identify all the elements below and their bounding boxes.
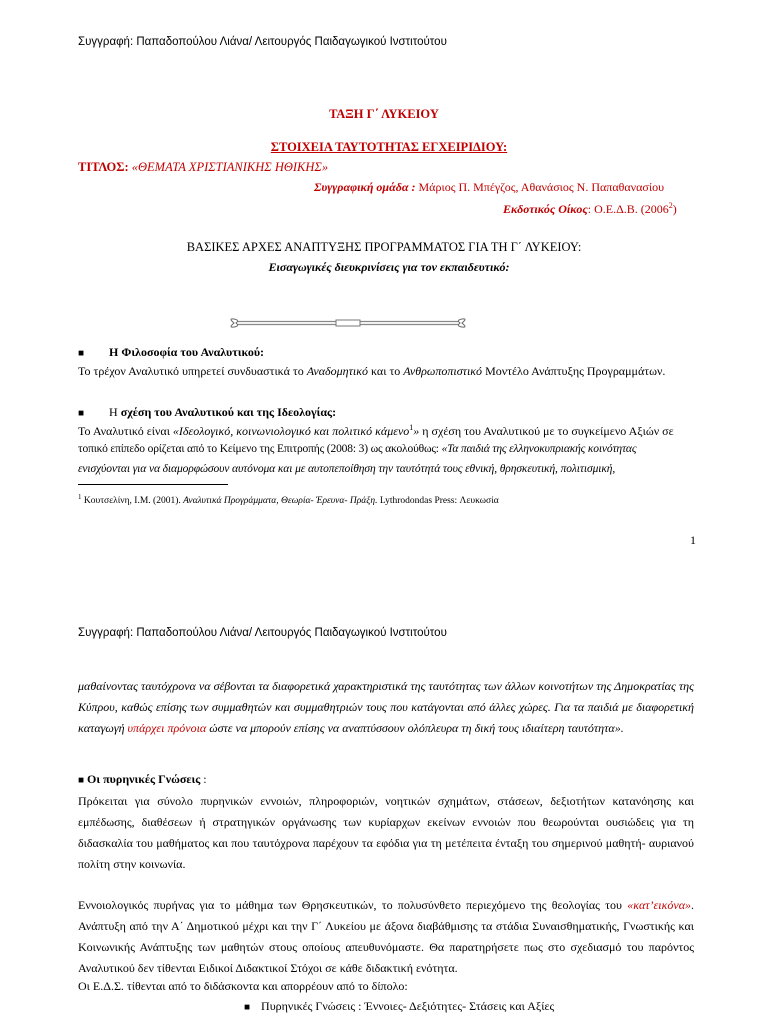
page-header: Συγγραφή: Παπαδοπούλου Λιάνα/ Λειτουργός Παιδαγωγικού Ινστιτούτου — [78, 36, 447, 48]
publisher-value: : Ο.Ε.Δ.Β. (2006 — [587, 202, 669, 216]
text-run: . Ανάπτυξη από την Α΄ Δημοτικού μέχρι και την Γ΄ Λυκείου με άξονα διαβάθμισης τα στάδια Συναισθηματικής, Γνωστικής και Κοινωνικής Ανάπτυξης των μαθητών στους οποίους απευθυνόμαστε. Θα παρατηρήσετε πως στο σχεδιασμό του παρόντος Αναλυτικού δεν τίθενται Ειδικοί Διδακτικοί Στόχοι σε κάθε διδακτική ενότητα. — [78, 898, 694, 975]
ornamental-divider — [226, 316, 470, 330]
eds-line: Οι Ε.Δ.Σ. τίθενται από το διδάσκοντα και απορρέουν από το δίπολο: — [78, 979, 408, 993]
publisher-close: ) — [672, 202, 677, 216]
text-run: Μοντέλο Ανάπτυξης Προγραμμάτων. — [482, 364, 666, 378]
text-run: η σχέση του Αναλυτικού με το συγκείμενο Αξιών σε — [419, 424, 674, 438]
text-run: Ανθρωποπιστικό — [403, 364, 483, 378]
bullet-icon: ■ — [244, 1002, 251, 1013]
core-knowledge-title: Οι πυρηνικές Γνώσεις — [87, 772, 201, 786]
bullet-icon: ■ — [78, 408, 85, 419]
section-ideology-heading — [78, 405, 336, 420]
text-run: ώστε να μπορούν επίσης να αναπτύσσουν ολόπλευρα τη δική τους ιδιαίτερη ταυτότητα». — [206, 721, 624, 735]
text-run: Το Αναλυτικό είναι — [78, 424, 173, 438]
bullet-icon: ■ — [78, 775, 85, 786]
page-number: 1 — [690, 533, 696, 547]
section-ideology-line2 — [78, 443, 636, 455]
page-header: Συγγραφή: Παπαδοπούλου Λιάνα/ Λειτουργός Παιδαγωγικού Ινστιτούτου — [78, 627, 447, 639]
section-ideology-line3: ενισχύονται για να διαμορφώσουν αυτόνομα και με αυτοπεποίθηση την ταυτότητά τους εθνική, θρησκευτική, πολιτισμική, — [78, 463, 616, 475]
main-heading: ΒΑΣΙΚΕΣ ΑΡΧΕΣ ΑΝΑΠΤΥΞΗΣ ΠΡΟΓΡΑΜΜΑΤΟΣ ΓΙΑ ΤΗ Γ΄ ΛΥΚΕΙΟΥ: — [186, 240, 582, 254]
sub-heading: Εισαγωγικές διευκρινίσεις για τον εκπαιδευτικό: — [268, 260, 510, 274]
text-run: τοπικό επίπεδο ορίζεται από το Κείμενο της Επιτροπής (2008: 3) ως ακολούθως: — [78, 443, 442, 455]
bullet-icon: ■ — [78, 348, 85, 359]
class-title: ΤΑΞΗ Γ΄ ΛΥΚΕΙΟΥ — [329, 107, 439, 121]
text-run: «Τα παιδιά της ελληνοκυπριακής κοινότητας — [441, 443, 637, 455]
text-run: «Ιδεολογικό, κοινωνιολογικό και πολιτικό κάμενο — [172, 424, 410, 438]
authors-label: Συγγραφική ομάδα : — [314, 180, 416, 194]
title-value: «ΘΕΜΑΤΑ ΧΡΙΣΤΙΑΝΙΚΗΣ ΗΘΙΚΗΣ» — [131, 160, 329, 174]
section-ideology-line1 — [78, 423, 696, 439]
concept-paragraph — [78, 895, 694, 979]
text-run: και το — [367, 364, 404, 378]
title-line — [78, 160, 328, 175]
book-info-title: ΣΤΟΙΧΕΙΑ ΤΑΥΤΟΤΗΤΑΣ ΕΓΧΕΙΡΙΔΙΟΥ: — [270, 140, 508, 154]
publisher-label: Εκδοτικός Οίκος — [503, 202, 588, 216]
text-run: μαθαίνοντας ταυτόχρονα να σέβονται τα διαφορετικά χαρακτηριστικά της ταυτότητας των άλλων κοινοτήτων της Δημοκρατίας της Κύπρου, καθώς επίσης των συμμαθητών και συμμαθητριών τους που κατάγονται από άλλες χώρες. Για τα παιδιά με διαφορετική καταγωγή — [78, 679, 694, 735]
footnote-ref: 1 — [409, 423, 414, 432]
core-knowledge-paragraph: Πρόκειται για σύνολο πυρηνικών εννοιών, πληροφοριών, νοητικών σχημάτων, στάσεων, δεξιοτήτων κατανόησης και εμπέδωσης, διαθέσεων ή στρατηγικών οργάνωσης των κυρίαρχων εκείνων εννοιών που θεωρούνται ουσιώδεις για τη διδασκαλία του μαθήματος και που ταυτόχρονα παρέχουν τα εφόδια για τη μετέπειτα ένταξη του σημερινού μαθητή- αυριανού πολίτη στην κοινωνία. — [78, 794, 694, 871]
authors-line — [314, 180, 664, 195]
text-run: Κουτσελίνη, Ι.Μ. (2001). — [81, 496, 184, 507]
text-run: Lythrodondas Press: Λευκωσία — [377, 496, 499, 507]
authors-value: Μάριος Π. Μπέγζος, Αθανάσιος Ν. Παπαθανασίου — [415, 180, 665, 194]
section-philosophy-title: Η Φιλοσοφία του Αναλυτικού: — [109, 345, 265, 359]
section-philosophy-heading — [78, 345, 264, 360]
text-run: Το τρέχον Αναλυτικό υπηρετεί συνδυαστικά το — [78, 364, 307, 378]
text-run: Πυρηνικές Γνώσεις : Έννοιες- Δεξιότητες- Στάσεις και Αξίες — [261, 999, 555, 1013]
text-run: Αναδομητικό — [306, 364, 368, 378]
footnote — [78, 493, 499, 506]
list-item — [244, 999, 554, 1014]
text-run: Η — [109, 405, 121, 419]
publisher-footnote-ref: 2 — [668, 201, 673, 210]
footnote-number: 1 — [78, 493, 82, 501]
text-run: : — [200, 772, 207, 786]
highlighted-text: υπάρχει πρόνοια — [127, 721, 207, 735]
section-ideology-title: σχέση του Αναλυτικού και της Ιδεολογίας: — [120, 405, 337, 419]
title-label: ΤΙΤΛΟΣ: — [78, 160, 129, 174]
publisher-line — [503, 201, 677, 217]
continued-paragraph — [78, 676, 694, 739]
section-philosophy-text — [78, 364, 665, 379]
text-run: Αναλυτικά Προγράμματα, Θεωρία- Έρευνα- Πράξη. — [183, 496, 378, 507]
core-knowledge-heading — [78, 772, 207, 787]
text-run: » — [413, 424, 420, 438]
highlighted-text: «κατ’εικόνα» — [627, 898, 691, 912]
text-run: Εννοιολογικός πυρήνας για το μάθημα των Θρησκευτικών, το πολυσύνθετο περιεχόμενο της θεολογίας του — [78, 898, 628, 912]
footnote-rule — [78, 484, 228, 485]
